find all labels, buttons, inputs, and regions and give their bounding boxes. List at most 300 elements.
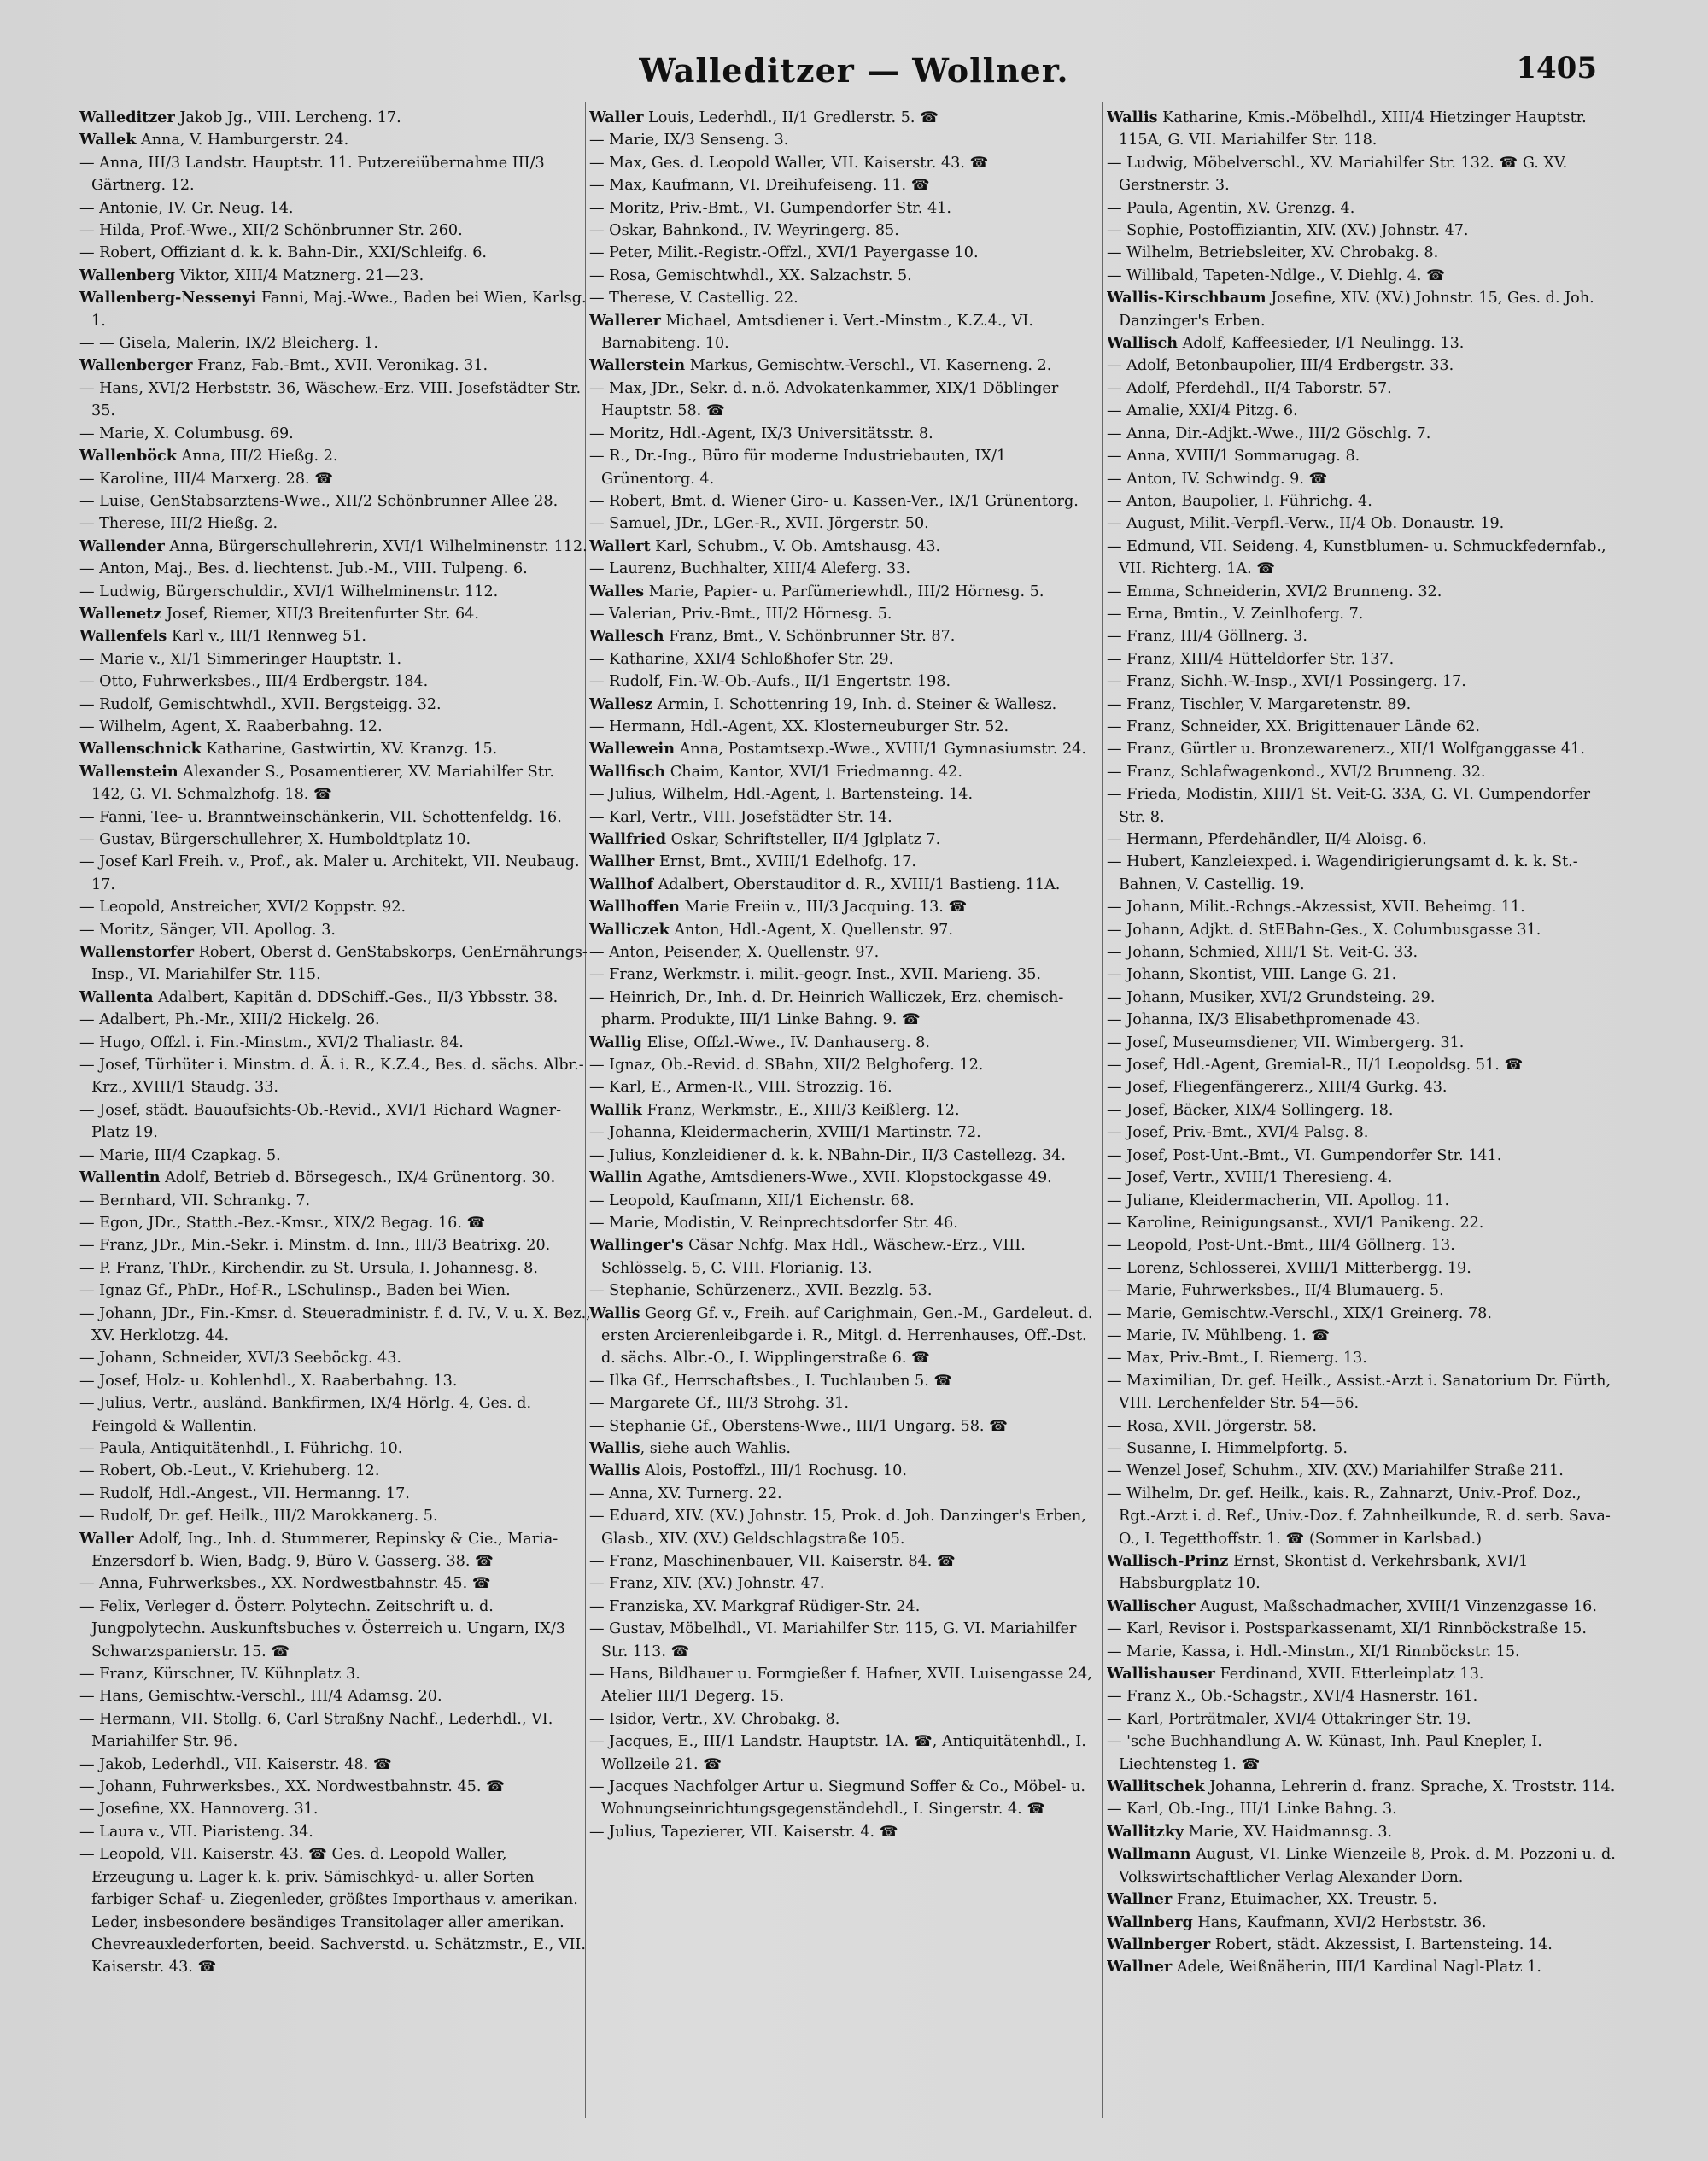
- directory-entry: [589, 783, 1102, 805]
- entry-details: — Anna, XV. Turnerg. 22.: [589, 1485, 782, 1502]
- directory-entry: [79, 694, 592, 716]
- entry-details: — Franz, XIV. (XV.) Johnstr. 47.: [589, 1575, 825, 1593]
- directory-entry: [1107, 671, 1619, 693]
- entry-details: — Adolf, Pferdehdl., II/4 Taborstr. 57.: [1107, 379, 1392, 397]
- entry-surname: Wallis: [589, 1461, 640, 1480]
- entry-details: — Ludwig, Bürgerschuldir., XVI/1 Wilhelminenstr. 112.: [79, 583, 499, 600]
- entry-details: — Anna, Fuhrwerksbes., XX. Nordwestbahnstr. 45. ☎: [79, 1575, 491, 1593]
- directory-entry: [79, 896, 592, 918]
- directory-entry: [1107, 1685, 1619, 1707]
- entry-details: — Hermann, VII. Stollg. 6, Carl Straßny Nachf., Lederhdl., VI. Mariahilfer Str. 96.: [79, 1710, 553, 1751]
- entry-details: — Laura v., VII. Piaristeng. 34.: [79, 1823, 313, 1841]
- entry-details: — Johanna, IX/3 Elisabethpromenade 43.: [1107, 1011, 1421, 1029]
- entry-details: — Julius, Wilhelm, Hdl.-Agent, I. Bartensteing. 14.: [589, 786, 974, 804]
- directory-entry: [1107, 1009, 1619, 1031]
- directory-entry: [589, 536, 1102, 558]
- directory-entry: [589, 1550, 1102, 1572]
- directory-entry: [79, 1370, 592, 1392]
- directory-entry: [1107, 220, 1619, 242]
- entry-details: Elise, Offzl.-Wwe., IV. Danhauserg. 8.: [641, 1034, 930, 1051]
- directory-entry: [589, 1821, 1102, 1843]
- directory-entry: [1107, 1370, 1619, 1415]
- entry-details: — — Gisela, Malerin, IX/2 Bleicherg. 1.: [79, 335, 378, 353]
- entry-details: — Johann, Musiker, XVI/2 Grundsteing. 29.: [1107, 988, 1436, 1006]
- directory-entry: [589, 1505, 1102, 1550]
- entry-details: — Egon, JDr., Statth.-Bez.-Kmsr., XIX/2 Begag. 16. ☎: [79, 1214, 486, 1232]
- directory-entry: [1107, 1099, 1619, 1121]
- directory-entry: [1107, 829, 1619, 851]
- directory-entry: [589, 1572, 1102, 1595]
- entry-details: — Wenzel Josef, Schuhm., XIV. (XV.) Mariahilfer Straße 211.: [1107, 1462, 1564, 1480]
- entry-surname: Wallerer: [589, 311, 661, 330]
- entry-details: — Max, JDr., Sekr. d. n.ö. Advokatenkammer, XIX/1 Döblinger Hauptstr. 58. ☎: [589, 379, 1059, 420]
- entry-surname: Walliczek: [589, 920, 670, 939]
- directory-entry: [79, 1798, 592, 1820]
- directory-entry: [1107, 1663, 1619, 1685]
- entry-details: — Hugo, Offzl. i. Fin.-Minstm., XVI/2 Thaliastr. 84.: [79, 1034, 464, 1051]
- entry-details: — Karl, Ob.-Ing., III/1 Linke Bahng. 3.: [1107, 1801, 1397, 1818]
- entry-details: — Bernhard, VII. Schrankg. 7.: [79, 1192, 311, 1209]
- entry-details: — Peter, Milit.-Registr.-Offzl., XVI/1 Payergasse 10.: [589, 244, 979, 262]
- entry-details: — Karoline, III/4 Marxerg. 28. ☎: [79, 470, 334, 488]
- entry-details: — Juliane, Kleidermacherin, VII. Apollog. 11.: [1107, 1192, 1450, 1209]
- directory-entry: [79, 1145, 592, 1167]
- directory-entry: [589, 1167, 1102, 1189]
- entry-details: — Otto, Fuhrwerksbes., III/4 Erdbergstr. 184.: [79, 673, 429, 691]
- directory-entry: [1107, 1212, 1619, 1234]
- entry-details: Adolf, Ing., Inh. d. Stummerer, Repinsky & Cie., Maria-Enzersdorf b. Wien, Badg. 9, Büro V. Gasserg. 38. ☎: [91, 1530, 559, 1570]
- directory-entry: [1107, 1303, 1619, 1325]
- directory-entry: [1107, 378, 1619, 400]
- directory-entry: [1107, 242, 1619, 264]
- entry-details: — Therese, III/2 Hießg. 2.: [79, 515, 278, 533]
- entry-details: — Samuel, JDr., LGer.-R., XVII. Jörgerstr. 50.: [589, 515, 929, 533]
- entry-details: — Stephanie Gf., Oberstens-Wwe., III/1 Ungarg. 58. ☎: [589, 1417, 1008, 1435]
- entry-details: — Robert, Ob.-Leut., V. Kriehuberg. 12.: [79, 1462, 380, 1480]
- entry-details: — Sophie, Postoffiziantin, XIV. (XV.) Johnstr. 47.: [1107, 222, 1469, 240]
- entry-surname: Wallenberg-Nessenyi: [79, 289, 257, 307]
- directory-entry: [589, 152, 1102, 174]
- entry-surname: Wallert: [589, 536, 651, 555]
- entry-surname: Wallenberger: [79, 356, 193, 375]
- entry-details: — Franz, Schneider, XX. Brigittenauer Lände 62.: [1107, 717, 1480, 735]
- entry-surname: Wallnberger: [1107, 1935, 1211, 1953]
- directory-entry: [1107, 1776, 1619, 1798]
- page-title: Walleditzer — Wollner.: [639, 51, 1069, 90]
- column-divider: [1102, 102, 1103, 2118]
- entry-details: Anna, III/2 Hießg. 2.: [176, 448, 338, 466]
- entry-details: — Robert, Bmt. d. Wiener Giro- u. Kassen-Ver., IX/1 Grünentorg.: [589, 492, 1079, 510]
- directory-entry: [79, 1167, 592, 1189]
- directory-entry: [79, 242, 592, 264]
- directory-entry: [589, 1663, 1102, 1708]
- directory-entry: [79, 581, 592, 603]
- directory-entry: [1107, 332, 1619, 354]
- entry-details: Hans, Kaufmann, XVI/2 Herbststr. 36.: [1192, 1913, 1487, 1931]
- entry-details: — Lorenz, Schlosserei, XVIII/1 Mitterbergg. 19.: [1107, 1259, 1471, 1277]
- directory-entry: [1107, 1190, 1619, 1212]
- directory-entry: [79, 1212, 592, 1234]
- entry-details: — Adolf, Betonbaupolier, III/4 Erdbergstr. 33.: [1107, 357, 1454, 375]
- entry-surname: Wallitzky: [1107, 1822, 1184, 1841]
- entry-details: — Josef, Hdl.-Agent, Gremial-R., II/1 Leopoldsg. 51. ☎: [1107, 1057, 1524, 1075]
- directory-entry: [79, 378, 592, 423]
- entry-surname: Wallenböck: [79, 447, 177, 466]
- entry-details: — Karl, Porträtmaler, XVI/4 Ottakringer Str. 19.: [1107, 1710, 1471, 1728]
- entry-details: Viktor, XIII/4 Matznerg. 21—23.: [175, 266, 424, 284]
- directory-entry: [1107, 963, 1619, 986]
- entry-details: — Anton, Baupolier, I. Führichg. 4.: [1107, 492, 1372, 510]
- entry-details: — Franz, Tischler, V. Margaretenstr. 89.: [1107, 695, 1412, 713]
- entry-surname: Wallig: [589, 1033, 642, 1051]
- directory-entry: [1107, 987, 1619, 1009]
- directory-entry: [589, 354, 1102, 377]
- entry-surname: Waller: [79, 1529, 134, 1548]
- directory-entry: [1107, 287, 1619, 332]
- entry-details: — Jakob, Lederhdl., VII. Kaiserstr. 48. ☎: [79, 1755, 392, 1773]
- entry-details: — 'sche Buchhandlung A. W. Künast, Inh. Paul Knepler, I. Liechtensteg 1. ☎: [1107, 1733, 1542, 1773]
- directory-entry: [79, 1347, 592, 1369]
- entry-details: Karl v., III/1 Rennweg 51.: [167, 628, 367, 646]
- directory-entry: [589, 1415, 1102, 1438]
- entry-surname: Wallher: [589, 852, 655, 871]
- entry-details: — Moritz, Hdl.-Agent, IX/3 Universitätsstr. 8.: [589, 425, 933, 442]
- entry-details: Franz, Fab.-Bmt., XVII. Veronikag. 31.: [192, 357, 488, 375]
- entry-surname: Wallitschek: [1107, 1777, 1205, 1796]
- entry-details: — Heinrich, Dr., Inh. d. Dr. Heinrich Walliczek, Erz. chemisch-pharm. Produkte, III/1 Linke Bahng. 9. ☎: [589, 988, 1064, 1029]
- directory-entry: [79, 851, 592, 896]
- directory-entry: [589, 1076, 1102, 1098]
- directory-entry: [79, 603, 592, 625]
- entry-surname: Wallhoffen: [589, 898, 680, 917]
- directory-entry: [79, 1190, 592, 1212]
- entry-details: — Frieda, Modistin, XIII/1 St. Veit-G. 33A, G. VI. Gumpendorfer Str. 8.: [1107, 786, 1591, 826]
- entry-details: — Marie, Fuhrwerksbes., II/4 Blumauerg. 5.: [1107, 1282, 1444, 1300]
- directory-entry: [1107, 716, 1619, 738]
- entry-details: — Franz, Kürschner, IV. Kühnplatz 3.: [79, 1666, 360, 1684]
- entry-details: — Rudolf, Hdl.-Angest., VII. Hermanng. 17.: [79, 1485, 410, 1502]
- directory-entry: [1107, 423, 1619, 445]
- entry-details: — Franziska, XV. Markgraf Rüdiger-Str. 24.: [589, 1597, 921, 1615]
- entry-details: Anna, V. Hamburgerstr. 24.: [136, 132, 349, 149]
- directory-entry: [1107, 1121, 1619, 1144]
- entry-details: — Marie, IX/3 Senseng. 3.: [589, 132, 789, 149]
- directory-entry: [1107, 536, 1619, 581]
- entry-details: — Josef, Post-Unt.-Bmt., VI. Gumpendorfer Str. 141.: [1107, 1146, 1502, 1164]
- directory-entry: [79, 332, 592, 354]
- entry-details: — Franz, Gürtler u. Bronzewarenerz., XII/1 Wolfganggasse 41.: [1107, 741, 1585, 758]
- entry-surname: Wallfisch: [589, 762, 666, 781]
- directory-entry: [79, 1708, 592, 1754]
- directory-entry: [589, 987, 1102, 1032]
- directory-entry: [79, 625, 592, 647]
- directory-entry: [1107, 738, 1619, 760]
- entry-details: Karl, Schubm., V. Ob. Amtshausg. 43.: [650, 537, 941, 555]
- directory-entry: [79, 987, 592, 1009]
- entry-details: — Jacques, E., III/1 Landstr. Hauptstr. 1A. ☎, Antiquitätenhdl., I. Wollzeile 21. ☎: [589, 1733, 1086, 1773]
- entry-details: Marie Freiin v., III/3 Jacquing. 13. ☎: [679, 899, 968, 917]
- directory-entry: [589, 1145, 1102, 1167]
- entry-details: Katharine, Kmis.-Möbelhdl., XIII/4 Hietzinger Hauptstr. 115A, G. VII. Mariahilfer Str. 118.: [1119, 109, 1587, 149]
- entry-details: — Hermann, Hdl.-Agent, XX. Klosterneuburger Str. 52.: [589, 717, 1009, 735]
- directory-entry: [79, 152, 592, 197]
- entry-details: — Felix, Verleger d. Österr. Polytechn. Zeitschrift u. d. Jungpolytechn. Auskunftsbuches v. Österreich u. Ungarn, IX/3 Schwarzspanierstr. 15. ☎: [79, 1597, 565, 1660]
- entry-details: Franz, Werkmstr., E., XIII/3 Keißlerg. 12.: [641, 1101, 960, 1119]
- directory-entry: [79, 919, 592, 941]
- entry-details: — Anna, XVIII/1 Sommarugag. 8.: [1107, 448, 1360, 466]
- entry-details: — Luise, GenStabsarztens-Wwe., XII/2 Schönbrunner Allee 28.: [79, 492, 559, 510]
- entry-details: — Leopold, Kaufmann, XII/1 Eichenstr. 68.: [589, 1192, 915, 1209]
- directory-entry: [79, 1234, 592, 1256]
- directory-entry: [589, 1392, 1102, 1414]
- directory-entry: [79, 1821, 592, 1843]
- directory-entry: [1107, 265, 1619, 287]
- entry-surname: Wallenfels: [79, 627, 167, 646]
- entry-surname: Wallewein: [589, 740, 676, 758]
- directory-entry: [79, 287, 592, 332]
- entry-details: — Franz, JDr., Min.-Sekr. i. Minstm. d. Inn., III/3 Beatrixg. 20.: [79, 1237, 551, 1255]
- entry-details: — Rudolf, Gemischtwhdl., XVII. Bergsteigg. 32.: [79, 695, 442, 713]
- entry-details: Anna, Bürgerschullehrerin, XVI/1 Wilhelminenstr. 112.: [164, 537, 588, 555]
- directory-entry: [79, 1009, 592, 1031]
- directory-entry: [589, 287, 1102, 309]
- entry-details: — Max, Priv.-Bmt., I. Riemerg. 13.: [1107, 1350, 1367, 1367]
- directory-entry: [589, 941, 1102, 963]
- entry-details: — Marie, III/4 Czapkag. 5.: [79, 1146, 281, 1164]
- directory-entry: [79, 738, 592, 760]
- entry-surname: Wallenschnick: [79, 740, 202, 758]
- directory-entry: [589, 1483, 1102, 1505]
- directory-entry: [589, 1190, 1102, 1212]
- directory-entry: [589, 1212, 1102, 1234]
- entry-details: — Willibald, Tapeten-Ndlge., V. Diehlg. 4. ☎: [1107, 266, 1445, 284]
- directory-entry: [1107, 603, 1619, 625]
- entry-details: Ernst, Skontist d. Verkehrsbank, XVI/1 Habsburgplatz 10.: [1119, 1553, 1529, 1593]
- directory-entry: [79, 1054, 592, 1099]
- directory-entry: [79, 536, 592, 558]
- entry-details: Anton, Hdl.-Agent, X. Quellenstr. 97.: [669, 921, 953, 939]
- entry-surname: Wallischer: [1107, 1596, 1196, 1615]
- entry-details: — Marie, IV. Mühlbeng. 1. ☎: [1107, 1326, 1331, 1344]
- directory-entry: [589, 806, 1102, 829]
- entry-details: — Johanna, Kleidermacherin, XVIII/1 Martinstr. 72.: [589, 1124, 981, 1142]
- entry-details: Ernst, Bmt., XVIII/1 Edelhofg. 17.: [654, 853, 916, 871]
- directory-entry: [1107, 512, 1619, 535]
- directory-entry: [79, 265, 592, 287]
- directory-entry: [589, 694, 1102, 716]
- entry-details: Alexander S., Posamentierer, XV. Mariahilfer Str. 142, G. VI. Schmalzhofg. 18. ☎: [91, 763, 554, 804]
- entry-surname: Wallnberg: [1107, 1912, 1193, 1931]
- entry-details: — Wilhelm, Betriebsleiter, XV. Chrobakg. 8.: [1107, 244, 1439, 262]
- entry-details: — Anton, Maj., Bes. d. liechtenst. Jub.-M., VIII. Tulpeng. 6.: [79, 560, 528, 578]
- entry-details: — Marie v., XI/1 Simmeringer Hauptstr. 1.: [79, 650, 402, 668]
- directory-entry: [1107, 1054, 1619, 1076]
- entry-surname: Wallis: [589, 1303, 640, 1322]
- entry-details: — Max, Kaufmann, VI. Dreihufeiseng. 11. ☎: [589, 177, 930, 195]
- entry-details: — Josefine, XX. Hannoverg. 31.: [79, 1801, 319, 1818]
- entry-details: — Ludwig, Möbelverschl., XV. Mariahilfer Str. 132. ☎ G. XV. Gerstnerstr. 3.: [1107, 154, 1568, 195]
- page-number: 1405: [1516, 51, 1597, 85]
- directory-entry: [1107, 468, 1619, 490]
- entry-details: Michael, Amtsdiener i. Vert.-Minstm., K.Z.4., VI. Barnabiteng. 10.: [601, 312, 1033, 353]
- directory-entry: [589, 1618, 1102, 1663]
- directory-entry: [1107, 1596, 1619, 1618]
- entry-details: — Marie, Modistin, V. Reinprechtsdorfer Str. 46.: [589, 1214, 958, 1232]
- entry-details: — Eduard, XIV. (XV.) Johnstr. 15, Prok. d. Joh. Danzinger's Erben, Glasb., XIV. (XV.) Geldschlagstraße 105.: [589, 1508, 1086, 1548]
- directory-entry: [1107, 1347, 1619, 1369]
- directory-entry: [79, 1303, 592, 1348]
- entry-details: Adalbert, Kapitän d. DDSchiff.-Ges., II/3 Ybbsstr. 38.: [153, 988, 559, 1006]
- entry-details: — Rosa, Gemischtwhdl., XX. Salzachstr. 5.: [589, 266, 912, 284]
- directory-entry: [79, 1280, 592, 1302]
- directory-entry: [1107, 851, 1619, 896]
- entry-surname: Wallhof: [589, 875, 654, 893]
- entry-surname: Wallner: [1107, 1958, 1173, 1977]
- entry-details: Alois, Postoffzl., III/1 Rochusg. 10.: [640, 1462, 907, 1480]
- entry-surname: Wallfried: [589, 830, 667, 848]
- directory-entry: [589, 963, 1102, 986]
- directory-entry: [1107, 1032, 1619, 1054]
- page-header: [0, 51, 1708, 102]
- directory-entry: [1107, 1550, 1619, 1596]
- entry-details: — Johann, Adjkt. d. StEBahn-Ges., X. Columbusgasse 31.: [1107, 921, 1541, 939]
- entry-details: — P. Franz, ThDr., Kirchendir. zu St. Ursula, I. Johannesg. 8.: [79, 1259, 538, 1277]
- directory-entry: [1107, 1415, 1619, 1438]
- entry-details: — Paula, Agentin, XV. Grenzg. 4.: [1107, 199, 1355, 217]
- directory-entry: [79, 197, 592, 220]
- directory-entry: [589, 378, 1102, 423]
- directory-entry: [589, 1776, 1102, 1821]
- directory-entry: [589, 220, 1102, 242]
- directory-entry: [589, 851, 1102, 873]
- directory-entry: [79, 445, 592, 467]
- entry-details: — Susanne, I. Himmelpfortg. 5.: [1107, 1439, 1348, 1457]
- directory-entry: [79, 1754, 592, 1776]
- entry-details: — Moritz, Priv.-Bmt., VI. Gumpendorfer Str. 41.: [589, 199, 951, 217]
- entry-details: — Ignaz, Ob.-Revid. d. SBahn, XII/2 Belghoferg. 12.: [589, 1057, 984, 1075]
- entry-surname: Wallner: [1107, 1890, 1173, 1909]
- entry-details: — Hans, XVI/2 Herbststr. 36, Wäschew.-Erz. VIII. Josefstädter Str. 35.: [79, 379, 582, 420]
- entry-details: — Leopold, VII. Kaiserstr. 43. ☎ Ges. d. Leopold Waller, Erzeugung u. Lager k. k. priv. Sämischkyd- u. aller Sorten farbiger Schaf- u. Ziegenleder, größtes Importhaus v. amerikan. Leder, insbesondere besändiges Transitolager aller amerikan. Chevreauxlederforten, beeid. Sachverstd. u. Schätzmstr., E., VII. Kaiserstr. 43. ☎: [79, 1846, 586, 1977]
- entry-surname: Wallin: [589, 1168, 643, 1187]
- entry-details: — Antonie, IV. Gr. Neug. 14.: [79, 199, 294, 217]
- entry-details: — Margarete Gf., III/3 Strohg. 31.: [589, 1395, 849, 1413]
- directory-entry: [589, 738, 1102, 760]
- entry-details: — Valerian, Priv.-Bmt., III/2 Hörnesg. 5.: [589, 605, 892, 623]
- directory-entry: [589, 174, 1102, 196]
- directory-entry: [1107, 490, 1619, 512]
- directory-entry: [589, 761, 1102, 783]
- directory-entry: [79, 761, 592, 806]
- entry-details: — Rosa, XVII. Jörgerstr. 58.: [1107, 1417, 1317, 1435]
- entry-details: Robert, Oberst d. GenStabskorps, GenErnährungs-Insp., VI. Mariahilfer Str. 115.: [91, 944, 588, 984]
- directory-entry: [1107, 1167, 1619, 1189]
- directory-entry: [1107, 1460, 1619, 1482]
- entry-details: — Johann, Skontist, VIII. Lange G. 21.: [1107, 966, 1397, 984]
- entry-details: Agathe, Amtsdieners-Wwe., XVII. Klopstockgasse 49.: [642, 1169, 1052, 1187]
- directory-entry: [79, 648, 592, 671]
- entry-details: — Josef, städt. Bauaufsichts-Ob.-Revid., XVI/1 Richard Wagner-Platz 19.: [79, 1101, 562, 1142]
- directory-entry: [589, 1731, 1102, 1776]
- entry-details: — Gustav, Bürgerschullehrer, X. Humboldtplatz 10.: [79, 831, 471, 848]
- directory-entry: [589, 581, 1102, 603]
- directory-entry: [79, 1843, 592, 1978]
- entry-surname: Wallishauser: [1107, 1665, 1215, 1684]
- directory-entry: [589, 1303, 1102, 1370]
- entry-details: — Josef Karl Freih. v., Prof., ak. Maler u. Architekt, VII. Neubaug. 17.: [79, 853, 580, 893]
- directory-entry: [589, 1370, 1102, 1392]
- directory-entry: [79, 1032, 592, 1054]
- entry-details: — Johann, Schmied, XIII/1 St. Veit-G. 33.: [1107, 944, 1418, 962]
- entry-details: — Max, Ges. d. Leopold Waller, VII. Kaiserstr. 43. ☎: [589, 154, 989, 172]
- entry-surname: Wallisch: [1107, 334, 1179, 353]
- entry-details: — Amalie, XXI/4 Pitzg. 6.: [1107, 402, 1298, 420]
- directory-entry: [589, 558, 1102, 580]
- directory-entry: [1107, 1325, 1619, 1347]
- directory-entry: [589, 1460, 1102, 1482]
- directory-entry: [1107, 941, 1619, 963]
- entry-surname: Wallesch: [589, 627, 664, 646]
- directory-entry: [79, 1685, 592, 1707]
- directory-entry: [79, 1505, 592, 1527]
- entry-surname: Walles: [589, 582, 645, 600]
- entry-surname: Wallik: [589, 1100, 642, 1119]
- directory-entry: [1107, 1821, 1619, 1843]
- directory-entry: [589, 1708, 1102, 1731]
- entry-details: — Robert, Offiziant d. k. k. Bahn-Dir., XXI/Schleifg. 6.: [79, 244, 488, 262]
- directory-entry: [79, 1528, 592, 1573]
- entry-details: — Julius, Vertr., ausländ. Bankfirmen, IX/4 Hörlg. 4, Ges. d. Feingold & Wallentin.: [79, 1395, 532, 1435]
- entry-details: Jakob Jg., VIII. Lercheng. 17.: [174, 109, 401, 126]
- entry-details: — Wilhelm, Dr. gef. Heilk., kais. R., Zahnarzt, Univ.-Prof. Doz., Rgt.-Arzt i. d. Ref., Univ.-Doz. f. Zahnheilkunde, R. d. serb. Sava-O., I. Tegetthoffstr. 1. ☎ (Sommer in Karlsbad.): [1107, 1485, 1611, 1548]
- entry-surname: Wallentin: [79, 1168, 161, 1187]
- entry-details: — Ignaz Gf., PhDr., Hof-R., LSchulinsp., Baden bei Wien.: [79, 1282, 511, 1300]
- directory-column-3: [1107, 107, 1619, 2123]
- directory-entry: [1107, 1641, 1619, 1663]
- entry-details: — Josef, Museumsdiener, VII. Wimbergerg. 31.: [1107, 1034, 1465, 1051]
- entry-surname: Waller: [589, 108, 644, 126]
- directory-entry: [589, 1032, 1102, 1054]
- entry-details: Adolf, Kaffeesieder, I/1 Neulingg. 13.: [1178, 335, 1465, 353]
- entry-details: — Josef, Fliegenfängererz., XIII/4 Gurkg. 43.: [1107, 1079, 1448, 1097]
- entry-details: — Anton, Peisender, X. Quellenstr. 97.: [589, 944, 880, 962]
- entry-details: — Franz, Maschinenbauer, VII. Kaiserstr. 84. ☎: [589, 1553, 956, 1570]
- directory-entry: [1107, 354, 1619, 377]
- entry-details: — Karl, Vertr., VIII. Josefstädter Str. 14.: [589, 808, 892, 826]
- entry-details: — R., Dr.-Ing., Büro für moderne Industriebauten, IX/1 Grünentorg. 4.: [589, 448, 1007, 488]
- entry-details: — Hans, Gemischtw.-Verschl., III/4 Adamsg. 20.: [79, 1688, 442, 1706]
- entry-details: — Hermann, Pferdehändler, II/4 Aloisg. 6.: [1107, 831, 1427, 848]
- entry-details: — Emma, Schneiderin, XVI/2 Brunneng. 32.: [1107, 583, 1442, 600]
- directory-entry: [589, 1099, 1102, 1121]
- directory-entry: [589, 1054, 1102, 1076]
- directory-entry: [1107, 896, 1619, 918]
- directory-entry: [589, 129, 1102, 151]
- directory-entry: [1107, 1618, 1619, 1640]
- directory-entry: [79, 468, 592, 490]
- directory-entry: [1107, 1234, 1619, 1256]
- directory-entry: [589, 829, 1102, 851]
- directory-entry: [589, 490, 1102, 512]
- directory-entry: [589, 671, 1102, 693]
- directory-entry: [589, 919, 1102, 941]
- entry-details: — Karl, E., Armen-R., VIII. Strozzig. 16.: [589, 1079, 892, 1097]
- directory-entry: [79, 423, 592, 445]
- directory-entry: [1107, 1257, 1619, 1280]
- entry-details: — Leopold, Anstreicher, XVI/2 Koppstr. 92.: [79, 899, 407, 917]
- entry-details: — Franz, Schlafwagenkond., XVI/2 Brunneng. 32.: [1107, 763, 1486, 781]
- entry-surname: Wallenta: [79, 987, 154, 1006]
